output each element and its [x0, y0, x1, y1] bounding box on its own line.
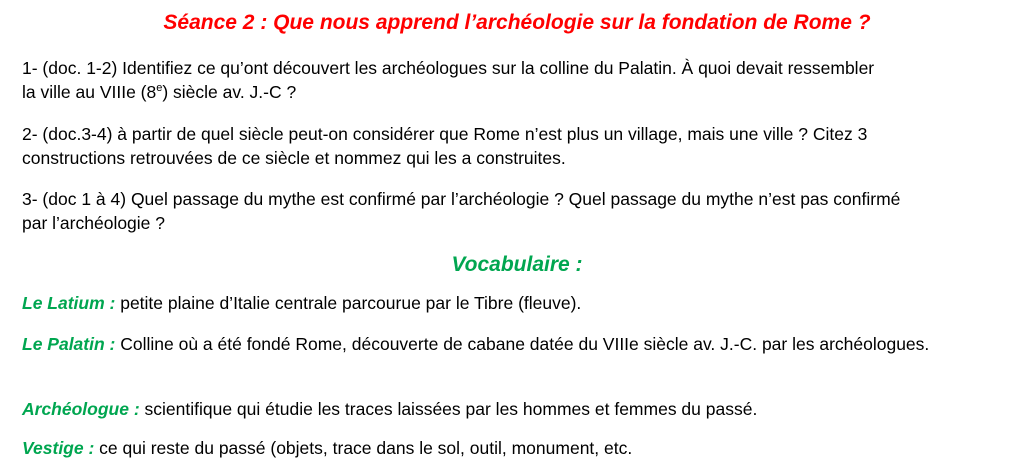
vocabulary-entry-latium: [22, 291, 1012, 315]
ordinal-superscript: e: [156, 82, 163, 95]
vocabulary-entry-vestige: [22, 436, 1012, 460]
vocabulary-definition: petite plaine d’Italie centrale parcourue par le Tibre (fleuve).: [115, 293, 582, 313]
vocabulary-heading: Vocabulaire :: [451, 253, 583, 276]
session-title: Séance 2 : Que nous apprend l’archéologie sur la fondation de Rome ?: [163, 11, 871, 34]
vocabulary-definition: Colline où a été fondé Rome, découverte de cabane datée du VIIIe siècle av. J.-C. par les archéologues.: [115, 334, 930, 354]
question-1-line-2-start: la ville au VIIIe (8: [22, 82, 157, 102]
vocabulary-term: Archéologue :: [22, 399, 140, 419]
question-2-line-2: constructions retrouvées de ce siècle et nommez qui les a construites.: [22, 148, 566, 168]
question-1-line-2-end: ) siècle av. J.-C ?: [162, 82, 297, 102]
vocabulary-entry-palatin: [22, 332, 1012, 356]
question-3-line-2: par l’archéologie ?: [22, 213, 166, 233]
question-1-line-1: 1- (doc. 1-2) Identifiez ce qu’ont découvert les archéologues sur la colline du Palatin. À quoi devait ressembler: [22, 58, 875, 78]
question-3-line-1: 3- (doc 1 à 4) Quel passage du mythe est confirmé par l’archéologie ? Quel passage du mythe n’est pas confirmé: [22, 189, 901, 209]
question-2-line-1: 2- (doc.3-4) à partir de quel siècle peut-on considérer que Rome n’est plus un village, mais une ville ? Citez 3: [22, 124, 868, 144]
vocabulary-term: Le Palatin :: [22, 334, 116, 354]
vocabulary-definition: ce qui reste du passé (objets, trace dans le sol, outil, monument, etc.: [94, 438, 633, 458]
vocabulary-term: Le Latium :: [22, 293, 116, 313]
vocabulary-term: Vestige :: [22, 438, 95, 458]
question-3: [22, 187, 1012, 235]
vocabulary-entry-archeologue: [22, 397, 1012, 421]
question-1: [22, 56, 1012, 104]
vocabulary-definition: scientifique qui étudie les traces laissées par les hommes et femmes du passé.: [139, 399, 758, 419]
question-2: [22, 122, 1012, 170]
question-1-line-2: [22, 80, 1012, 104]
